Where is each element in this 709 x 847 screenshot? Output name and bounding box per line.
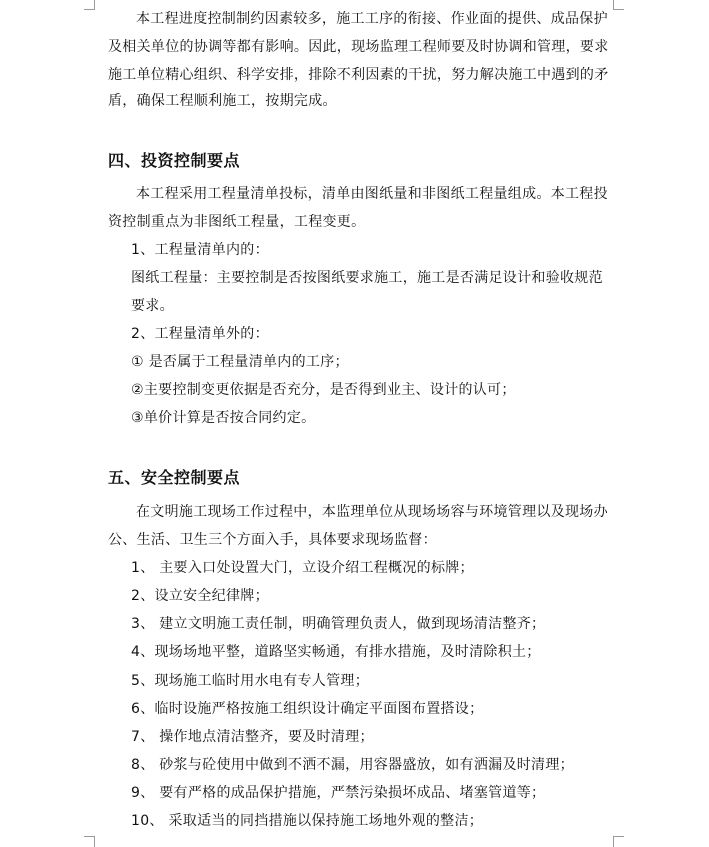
paragraph-line: 在文明施工现场工作过程中，本监理单位从现场场容与环境管理以及现场办 xyxy=(136,504,608,520)
list-item: 4、现场场地平整，道路坚实畅通，有排水措施，及时清除积土； xyxy=(131,644,541,660)
paragraph-line: 盾，确保工程顺利施工，按期完成。 xyxy=(108,93,337,109)
list-item: 5、现场施工临时用水电有专人管理； xyxy=(131,673,370,689)
list-item: 8、 砂浆与砼使用中做到不洒不漏，用容器盛放，如有洒漏及时清理； xyxy=(131,757,574,773)
margin-corner-mark xyxy=(84,836,95,837)
list-item: 10、 采取适当的同挡措施以保持施工场地外观的整洁； xyxy=(131,813,484,829)
margin-corner-mark xyxy=(613,9,624,10)
list-item: ②主要控制变更依据是否充分，是否得到业主、设计的认可； xyxy=(131,382,516,398)
list-item: 9、 要有严格的成品保护措施，严禁污染损坏成品、堵塞管道等； xyxy=(131,785,546,801)
list-item: 1、 主要入口处设置大门，立设介绍工程概况的标牌； xyxy=(131,560,474,576)
list-item: 1、工程量清单内的： xyxy=(131,242,269,258)
paragraph-line: 本工程采用工程量清单投标，清单由图纸量和非图纸工程量组成。本工程投 xyxy=(136,186,608,202)
margin-corner-mark xyxy=(613,836,624,837)
margin-corner-mark xyxy=(84,9,95,10)
list-item: 2、工程量清单外的： xyxy=(131,326,269,342)
list-item: ① 是否属于工程量清单内的工序； xyxy=(131,354,349,370)
paragraph-line: 要求。 xyxy=(131,298,174,314)
list-item: 7、 操作地点清洁整齐，要及时清理； xyxy=(131,729,374,745)
paragraph-line: 资控制重点为非图纸工程量，工程变更。 xyxy=(108,214,366,230)
list-item: 2、设立安全纪律牌； xyxy=(131,588,269,604)
paragraph-line: 及相关单位的协调等都有影响。因此，现场监理工程师要及时协调和管理，要求 xyxy=(108,39,609,55)
paragraph-line: 公、生活、卫生三个方面入手，具体要求现场监督： xyxy=(108,532,437,548)
margin-corner-mark xyxy=(94,836,95,847)
list-item: ③单价计算是否按合同约定。 xyxy=(131,410,316,426)
list-item: 6、临时设施严格按施工组织设计确定平面图布置搭设； xyxy=(131,701,484,717)
section-heading: 五、安全控制要点 xyxy=(108,468,241,487)
margin-corner-mark xyxy=(613,836,614,847)
paragraph-line: 本工程进度控制制约因素较多，施工工序的衔接、作业面的提供、成品保护 xyxy=(136,11,608,27)
list-item: 3、 建立文明施工责任制，明确管理负责人，做到现场清洁整齐； xyxy=(131,616,546,632)
paragraph-line: 图纸工程量：主要控制是否按图纸要求施工，施工是否满足设计和验收规范 xyxy=(131,270,603,286)
section-heading: 四、投资控制要点 xyxy=(108,151,241,170)
paragraph-line: 施工单位精心组织、科学安排，排除不利因素的干扰，努力解决施工中遇到的矛 xyxy=(108,67,609,83)
